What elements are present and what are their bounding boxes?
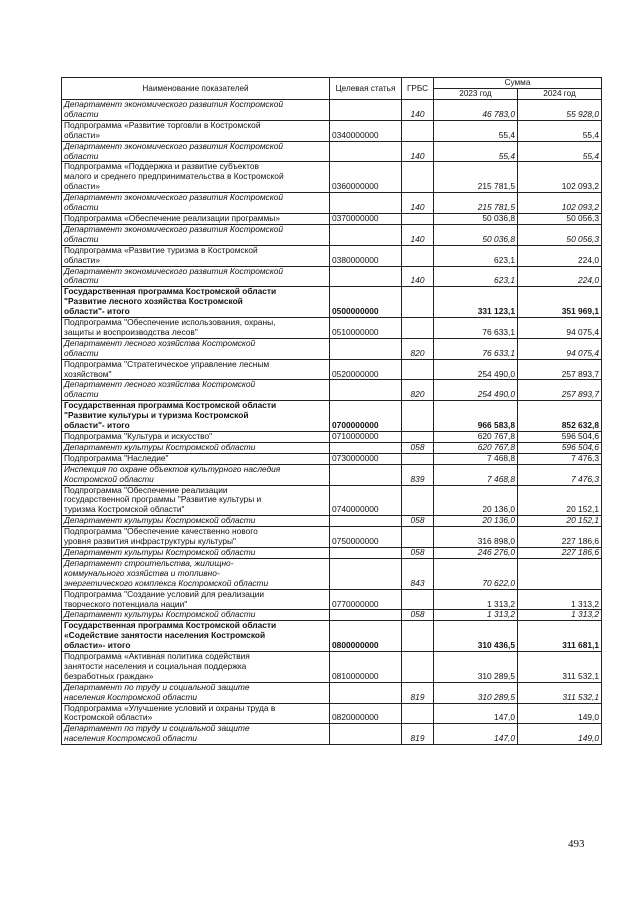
row-name-line: Департамент культуры Костромской области [64,441,256,452]
row-name-line: уровня развития инфраструктуры культуры" [64,536,237,547]
row-2023-cell: 147,0 [434,724,518,745]
row-name-cell [62,703,330,724]
row-name-cell [62,120,330,141]
row-name-line: творческого потенциала нации" [64,598,188,609]
row-grbs-cell [402,432,434,443]
row-name-cell [62,401,330,432]
table-row [62,516,602,527]
row-name-line: Департамент экономического развития Костромской [64,99,284,109]
row-2024-cell: 1 313,2 [518,610,602,621]
row-name-line: Департамент по труду и социальной защите [64,723,250,734]
row-name-line: населения Костромской области [64,691,198,702]
row-2024-cell: 224,0 [518,245,602,266]
row-2024-cell: 596 504,6 [518,442,602,453]
row-name-cell [62,682,330,703]
row-name-line: Инспекция по охране объектов культурного наследия [64,463,281,474]
row-code-cell: 0800000000 [330,621,402,652]
row-name-line: Подпрограмма «Поддержка и развитие субъектов [64,161,259,172]
row-name-line: Костромской области» [64,712,153,723]
table-row [62,120,602,141]
row-name-line: Государственная программа Костромской области [64,286,277,297]
row-2023-cell: 7 468,8 [434,464,518,485]
row-2024-cell: 1 313,2 [518,589,602,610]
header-year-2024: 2024 год [518,89,602,100]
row-name-line: энергетического комплекса Костромской области [64,577,269,588]
page-number: 493 [568,838,585,850]
row-2024-cell: 149,0 [518,724,602,745]
row-name-cell [62,724,330,745]
row-2024-cell: 257 893,7 [518,359,602,380]
row-name-cell [62,485,330,516]
row-2023-cell: 1 313,2 [434,610,518,621]
table-row [62,359,602,380]
row-name-cell [62,610,330,621]
row-name-line: малого и среднего предпринимательства в Костромской [64,171,284,182]
table-row [62,589,602,610]
row-grbs-cell: 819 [402,724,434,745]
row-grbs-cell [402,453,434,464]
row-grbs-cell [402,589,434,610]
row-2023-cell: 46 783,0 [434,100,518,121]
row-grbs-cell [402,359,434,380]
row-name-cell [62,245,330,266]
table-row [62,442,602,453]
row-2023-cell: 50 036,8 [434,224,518,245]
table-row [62,245,602,266]
row-2023-cell: 7 468,8 [434,453,518,464]
row-grbs-cell: 140 [402,224,434,245]
row-2024-cell: 149,0 [518,703,602,724]
row-grbs-cell: 058 [402,547,434,558]
row-name-line: области [64,150,99,161]
row-code-cell: 0370000000 [330,213,402,224]
row-2024-cell: 20 152,1 [518,485,602,516]
row-name-line: Костромской области [64,473,154,484]
row-2024-cell: 20 152,1 [518,516,602,527]
row-name-line: области» [64,129,100,140]
row-name-line: Подпрограмма "Обеспечение качественно нового [64,526,258,537]
table-row [62,193,602,214]
header-code: Целевая статья [330,78,402,100]
row-grbs-cell [402,318,434,339]
row-name-line: области"- итого [64,420,130,431]
header-year-2023: 2023 год [434,89,518,100]
row-grbs-cell: 140 [402,100,434,121]
table-header [62,78,602,100]
row-name-line: «Содействие занятости населения Костромской [64,630,266,641]
row-code-cell [330,266,402,287]
row-name-line: Государственная программа Костромской области [64,400,277,411]
table-row [62,682,602,703]
row-2024-cell: 257 893,7 [518,380,602,401]
row-2023-cell: 1 313,2 [434,589,518,610]
row-grbs-cell: 843 [402,558,434,589]
row-name-line: Департамент экономического развития Костромской [64,223,284,234]
row-2023-cell: 20 136,0 [434,516,518,527]
row-name-line: Департамент экономического развития Костромской [64,192,284,203]
row-grbs-cell: 820 [402,380,434,401]
row-name-line: Подпрограмма "Наследие" [64,452,169,463]
budget-table [61,77,602,745]
row-name-cell [62,287,330,318]
table-row [62,724,602,745]
row-name-line: государственной программы "Развитие культуры и [64,494,262,505]
row-code-cell: 0730000000 [330,453,402,464]
row-code-cell [330,464,402,485]
table-row [62,224,602,245]
row-name-line: Подпрограмма «Развитие туризма в Костромской [64,244,258,255]
row-code-cell: 0360000000 [330,162,402,193]
table-row [62,547,602,558]
row-name-line: области [64,347,99,358]
row-name-cell [62,621,330,652]
row-name-cell [62,224,330,245]
row-2023-cell: 70 622,0 [434,558,518,589]
row-name-cell [62,141,330,162]
row-grbs-cell: 140 [402,141,434,162]
row-code-cell [330,224,402,245]
row-name-line: Подпрограмма «Обеспечение реализации программы» [64,212,280,223]
row-name-line: Подпрограмма «Активная политика содействия [64,651,250,662]
table-row [62,432,602,443]
row-2024-cell: 94 075,4 [518,318,602,339]
row-name-cell [62,516,330,527]
row-2023-cell: 55,4 [434,141,518,162]
row-2024-cell: 852 632,8 [518,401,602,432]
row-name-cell [62,193,330,214]
row-2023-cell: 620 767,8 [434,432,518,443]
row-2023-cell: 246 276,0 [434,547,518,558]
row-2024-cell: 55,4 [518,120,602,141]
row-2023-cell: 966 583,8 [434,401,518,432]
row-name-line: Департамент лесного хозяйства Костромской [64,379,256,390]
row-2023-cell: 55,4 [434,120,518,141]
row-name-line: области [64,275,99,286]
row-code-cell: 0380000000 [330,245,402,266]
table-body [62,100,602,745]
table-row [62,401,602,432]
row-name-line: области»- итого [64,640,131,651]
row-2024-cell: 50 056,3 [518,224,602,245]
row-code-cell [330,724,402,745]
row-2024-cell: 55 928,0 [518,100,602,121]
row-2023-cell: 254 490,0 [434,380,518,401]
row-2024-cell: 227 186,6 [518,527,602,548]
row-name-cell [62,100,330,121]
row-name-line: Подпрограмма «Развитие торговли в Костромской [64,119,261,130]
row-2024-cell [518,558,602,589]
row-grbs-cell [402,703,434,724]
row-name-line: Департамент культуры Костромской области [64,515,256,526]
row-code-cell [330,141,402,162]
row-name-cell [62,453,330,464]
row-name-cell [62,213,330,224]
row-name-line: области» [64,254,100,265]
row-grbs-cell: 820 [402,338,434,359]
row-code-cell: 0520000000 [330,359,402,380]
row-grbs-cell: 058 [402,442,434,453]
row-2023-cell: 310 436,5 [434,621,518,652]
row-name-cell [62,652,330,683]
row-code-cell: 0810000000 [330,652,402,683]
row-name-cell [62,558,330,589]
row-name-line: Подпрограмма "Стратегическое управление лесным [64,358,270,369]
row-2023-cell: 316 898,0 [434,527,518,548]
row-2023-cell: 215 781,5 [434,193,518,214]
table-row [62,162,602,193]
row-grbs-cell: 839 [402,464,434,485]
row-grbs-cell: 819 [402,682,434,703]
row-code-cell: 0770000000 [330,589,402,610]
table-row [62,464,602,485]
row-grbs-cell [402,287,434,318]
row-name-cell [62,442,330,453]
row-name-line: Департамент культуры Костромской области [64,609,256,620]
row-grbs-cell [402,162,434,193]
table-row [62,453,602,464]
row-2023-cell: 50 036,8 [434,213,518,224]
row-code-cell [330,682,402,703]
header-grbs: ГРБС [402,78,434,100]
row-2024-cell: 102 093,2 [518,193,602,214]
row-code-cell: 0700000000 [330,401,402,432]
row-grbs-cell: 058 [402,516,434,527]
row-code-cell: 0740000000 [330,485,402,516]
row-2024-cell: 311 532,1 [518,682,602,703]
row-code-cell [330,558,402,589]
row-name-line: Подпрограмма "Обеспечение реализации [64,484,228,495]
row-2024-cell: 351 969,1 [518,287,602,318]
row-2023-cell: 623,1 [434,266,518,287]
table-row [62,100,602,121]
row-name-cell [62,527,330,548]
row-grbs-cell [402,213,434,224]
header-name: Наименование показателей [62,78,330,100]
row-2023-cell: 147,0 [434,703,518,724]
table-row [62,703,602,724]
row-2024-cell: 55,4 [518,141,602,162]
row-2024-cell: 50 056,3 [518,213,602,224]
row-name-cell [62,589,330,610]
row-2023-cell: 76 633,1 [434,338,518,359]
row-name-line: области"- итого [64,306,130,317]
row-name-line: "Развитие культуры и туризма Костромской [64,410,249,421]
row-name-line: населения Костромской области [64,733,198,744]
row-name-line: области [64,202,99,213]
row-name-line: Департамент экономического развития Костромской [64,140,284,151]
row-name-line: "Развитие лесного хозяйства Костромской [64,296,243,307]
row-code-cell: 0340000000 [330,120,402,141]
row-2023-cell: 20 136,0 [434,485,518,516]
table-row [62,652,602,683]
table-row [62,558,602,589]
row-code-cell [330,100,402,121]
table-row [62,610,602,621]
row-name-line: Департамент экономического развития Костромской [64,265,284,276]
row-name-cell [62,338,330,359]
row-name-line: коммунального хозяйства и топливно- [64,567,220,578]
row-name-line: защиты и воспроизводства лесов" [64,326,198,337]
row-name-line: Государственная программа Костромской области [64,620,277,631]
row-code-cell [330,338,402,359]
row-grbs-cell: 058 [402,610,434,621]
row-code-cell: 0820000000 [330,703,402,724]
table-row [62,266,602,287]
row-name-line: области» [64,181,100,192]
row-code-cell [330,516,402,527]
row-name-line: Подпрограмма "Создание условий для реализации [64,588,265,599]
row-name-line: Подпрограмма «Улучшение условий и охраны труда в [64,702,276,713]
row-name-line: туризма Костромской области" [64,504,185,515]
row-code-cell: 0510000000 [330,318,402,339]
row-2024-cell: 311 532,1 [518,652,602,683]
table-row [62,213,602,224]
row-grbs-cell [402,621,434,652]
row-code-cell [330,380,402,401]
table-row [62,485,602,516]
row-name-cell [62,318,330,339]
row-2023-cell: 76 633,1 [434,318,518,339]
row-2023-cell: 215 781,5 [434,162,518,193]
table-row [62,141,602,162]
row-code-cell: 0500000000 [330,287,402,318]
table-row [62,338,602,359]
row-2023-cell: 623,1 [434,245,518,266]
row-name-line: области [64,108,99,119]
row-code-cell: 0750000000 [330,527,402,548]
row-name-cell [62,359,330,380]
row-name-cell [62,162,330,193]
row-name-cell [62,547,330,558]
row-grbs-cell: 140 [402,266,434,287]
row-name-line: Подпрограмма "Обеспечение использования, охраны, [64,317,276,328]
row-name-line: области [64,389,99,400]
row-code-cell [330,442,402,453]
row-2023-cell: 620 767,8 [434,442,518,453]
row-grbs-cell: 140 [402,193,434,214]
row-grbs-cell [402,120,434,141]
row-code-cell [330,193,402,214]
row-code-cell: 0710000000 [330,432,402,443]
row-2023-cell: 310 289,5 [434,682,518,703]
table-row [62,318,602,339]
row-code-cell [330,610,402,621]
row-name-cell [62,464,330,485]
row-name-line: Департамент по труду и социальной защите [64,681,250,692]
row-2024-cell: 227 186,6 [518,547,602,558]
table-row [62,527,602,548]
row-code-cell [330,547,402,558]
row-grbs-cell [402,527,434,548]
row-name-line: Департамент строительства, жилищно- [64,557,234,568]
row-grbs-cell [402,652,434,683]
row-name-line: занятости населения и социальная поддержка [64,660,247,671]
table-row [62,621,602,652]
row-2024-cell: 7 476,3 [518,453,602,464]
row-2023-cell: 331 123,1 [434,287,518,318]
row-name-line: Департамент лесного хозяйства Костромской [64,337,256,348]
row-name-cell [62,432,330,443]
row-2023-cell: 310 289,5 [434,652,518,683]
row-2024-cell: 311 681,1 [518,621,602,652]
row-grbs-cell [402,245,434,266]
row-2024-cell: 7 476,3 [518,464,602,485]
row-name-line: Департамент культуры Костромской области [64,546,256,557]
row-name-line: Подпрограмма "Культура и искусство" [64,431,213,441]
row-grbs-cell [402,485,434,516]
row-name-line: хозяйством" [64,368,112,379]
row-name-line: безработных граждан» [64,670,154,681]
row-2024-cell: 224,0 [518,266,602,287]
row-2023-cell: 254 490,0 [434,359,518,380]
header-sum: Сумма [434,78,602,89]
table-row [62,287,602,318]
row-name-cell [62,266,330,287]
row-name-cell [62,380,330,401]
table-row [62,380,602,401]
row-2024-cell: 596 504,6 [518,432,602,443]
row-name-line: области [64,233,99,244]
row-2024-cell: 94 075,4 [518,338,602,359]
row-2024-cell: 102 093,2 [518,162,602,193]
row-grbs-cell [402,401,434,432]
